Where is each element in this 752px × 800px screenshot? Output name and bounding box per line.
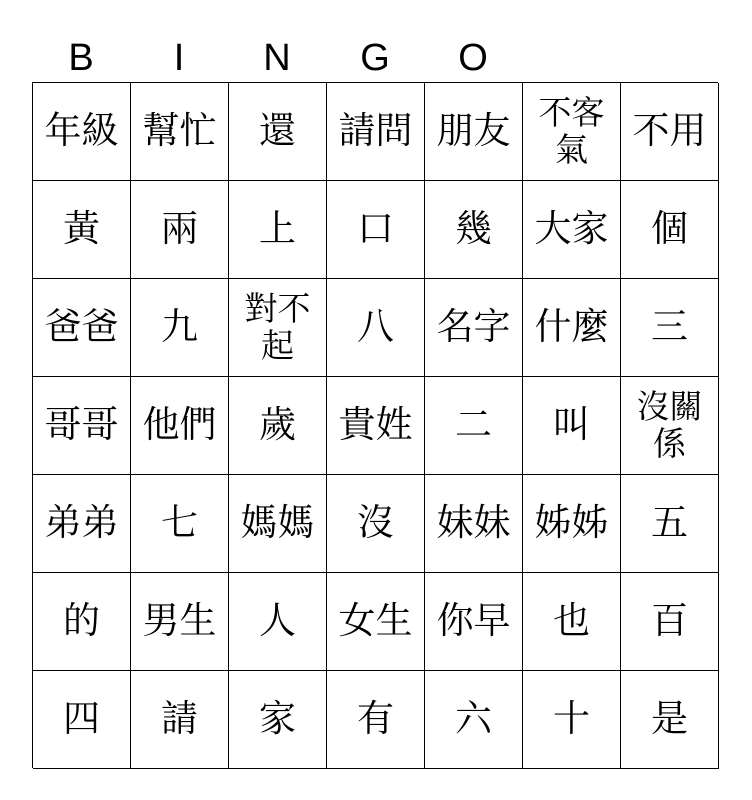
bingo-cell-text: 的 (63, 599, 100, 643)
bingo-cell[interactable] (327, 279, 425, 377)
bingo-cell-text: 七 (161, 501, 198, 545)
bingo-cell[interactable] (621, 377, 719, 475)
bingo-cell-text: 你早 (436, 599, 511, 643)
header-letter-n: N (263, 37, 291, 79)
bingo-cell-text: 他們 (142, 403, 217, 447)
bingo-cell[interactable] (523, 279, 621, 377)
bingo-cell[interactable] (425, 377, 523, 475)
bingo-cell-text: 大家 (534, 207, 609, 251)
bingo-cell[interactable] (425, 279, 523, 377)
bingo-cell-text: 妹妹 (436, 501, 511, 545)
bingo-cell-text: 兩 (161, 207, 198, 251)
bingo-cell[interactable] (131, 83, 229, 181)
bingo-cell[interactable] (229, 377, 327, 475)
bingo-cell[interactable] (621, 475, 719, 573)
bingo-cell-text: 名字 (436, 305, 511, 349)
bingo-cell-text: 貴姓 (338, 403, 413, 447)
bingo-cell-text: 人 (259, 599, 296, 643)
header-letter-b: B (68, 37, 94, 79)
bingo-cell-text: 是 (651, 697, 688, 741)
bingo-cell-text: 弟弟 (44, 501, 119, 545)
bingo-grid (32, 82, 718, 768)
bingo-cell[interactable] (131, 573, 229, 671)
bingo-cell-text: 請 (161, 697, 198, 741)
bingo-cell-text: 沒關係 (636, 387, 703, 463)
bingo-cell[interactable] (131, 279, 229, 377)
bingo-cell-text: 男生 (142, 599, 217, 643)
bingo-cell-text: 十 (553, 697, 590, 741)
header-letter-i: I (173, 37, 185, 79)
bingo-cell-text: 幾 (455, 207, 492, 251)
bingo-cell[interactable] (425, 573, 523, 671)
bingo-cell[interactable] (327, 475, 425, 573)
bingo-cell[interactable] (33, 377, 131, 475)
bingo-cell-text: 有 (357, 697, 394, 741)
header-letter-o: O (458, 37, 488, 79)
bingo-cell[interactable] (33, 475, 131, 573)
bingo-cell[interactable] (33, 573, 131, 671)
bingo-cell-text: 也 (553, 599, 590, 643)
bingo-cell-text: 黃 (63, 207, 100, 251)
bingo-cell-text: 媽媽 (240, 501, 315, 545)
bingo-cell[interactable] (621, 83, 719, 181)
bingo-cell-text: 二 (455, 403, 492, 447)
bingo-cell[interactable] (131, 377, 229, 475)
bingo-cell[interactable] (523, 671, 621, 769)
bingo-cell[interactable] (131, 181, 229, 279)
bingo-cell[interactable] (327, 83, 425, 181)
bingo-cell[interactable] (425, 83, 523, 181)
bingo-cell-text: 沒 (357, 501, 394, 545)
bingo-cell-text: 哥哥 (44, 403, 119, 447)
bingo-cell[interactable] (229, 279, 327, 377)
bingo-cell-text: 什麼 (534, 305, 609, 349)
bingo-cell-text: 還 (259, 109, 296, 153)
bingo-cell[interactable] (229, 573, 327, 671)
bingo-cell-text: 對不起 (244, 289, 311, 365)
bingo-cell-text: 三 (651, 305, 688, 349)
bingo-cell[interactable] (621, 181, 719, 279)
bingo-cell[interactable] (327, 181, 425, 279)
bingo-cell-text: 不用 (632, 109, 707, 153)
bingo-header (32, 34, 718, 82)
bingo-cell-text: 八 (357, 305, 394, 349)
bingo-cell-text: 年級 (44, 109, 119, 153)
bingo-cell-text: 口 (357, 207, 394, 251)
bingo-cell-text: 九 (161, 305, 198, 349)
bingo-cell-text: 個 (651, 207, 688, 251)
bingo-cell-text: 請問 (338, 109, 413, 153)
bingo-cell-text: 五 (651, 501, 688, 545)
bingo-cell-text: 六 (455, 697, 492, 741)
bingo-cell-text: 女生 (338, 599, 413, 643)
bingo-cell[interactable] (33, 83, 131, 181)
header-letter-g: G (360, 37, 390, 79)
bingo-cell-text: 朋友 (436, 109, 511, 153)
bingo-cell[interactable] (131, 475, 229, 573)
bingo-cell[interactable] (327, 671, 425, 769)
bingo-cell-text: 叫 (553, 403, 590, 447)
bingo-cell-text: 不客氣 (538, 93, 605, 169)
bingo-cell[interactable] (523, 475, 621, 573)
bingo-cell-text: 上 (259, 207, 296, 251)
bingo-cell[interactable] (33, 671, 131, 769)
bingo-cell[interactable] (229, 83, 327, 181)
bingo-cell-text: 爸爸 (44, 305, 119, 349)
bingo-cell[interactable] (327, 573, 425, 671)
bingo-cell-text: 四 (63, 697, 100, 741)
bingo-cell[interactable] (523, 573, 621, 671)
bingo-cell[interactable] (425, 181, 523, 279)
bingo-cell[interactable] (523, 181, 621, 279)
bingo-cell[interactable] (33, 181, 131, 279)
bingo-cell[interactable] (621, 279, 719, 377)
bingo-cell[interactable] (229, 475, 327, 573)
bingo-cell[interactable] (523, 83, 621, 181)
bingo-cell[interactable] (131, 671, 229, 769)
bingo-cell-text: 幫忙 (142, 109, 217, 153)
bingo-cell[interactable] (425, 671, 523, 769)
bingo-cell-text: 姊姊 (534, 501, 609, 545)
bingo-cell[interactable] (621, 573, 719, 671)
bingo-cell[interactable] (523, 377, 621, 475)
bingo-cell[interactable] (33, 279, 131, 377)
bingo-cell-text: 歲 (259, 403, 296, 447)
bingo-cell[interactable] (425, 475, 523, 573)
bingo-cell-text: 百 (651, 599, 688, 643)
bingo-cell[interactable] (229, 671, 327, 769)
bingo-cell[interactable] (621, 671, 719, 769)
bingo-cell-text: 家 (259, 697, 296, 741)
bingo-cell[interactable] (229, 181, 327, 279)
bingo-cell[interactable] (327, 377, 425, 475)
